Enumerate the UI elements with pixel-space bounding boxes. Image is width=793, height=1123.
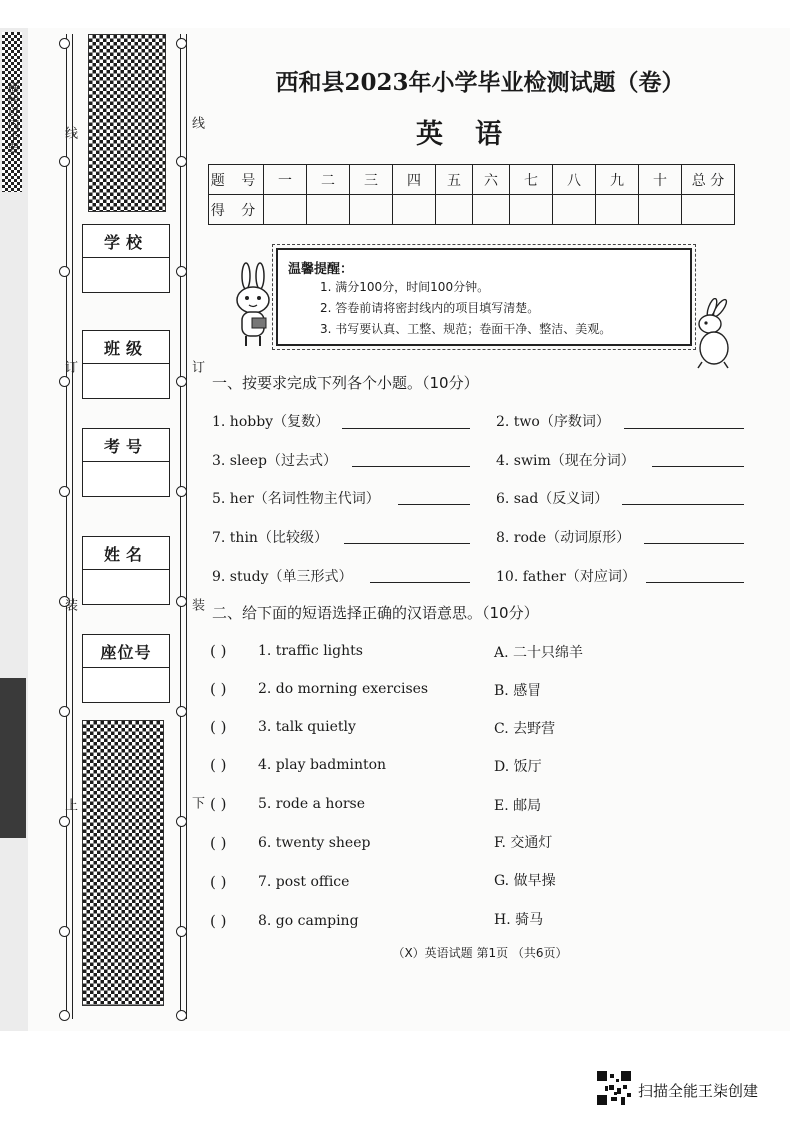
score-cell: 十: [639, 165, 682, 195]
s2-answer-paren-4[interactable]: ( ): [210, 756, 227, 774]
binding-hole-icon: [59, 486, 70, 497]
seal-checker-bottom: [82, 720, 164, 1006]
binding-hole-icon: [59, 376, 70, 387]
binding-label-xia-right: 下: [189, 796, 204, 809]
score-cell: 六: [473, 165, 510, 195]
qr-module: [609, 1085, 614, 1090]
s1-question-8: 8. rode（动词原形）: [496, 530, 631, 546]
score-cell: 三: [350, 165, 393, 195]
s2-phrase-5: 5. rode a horse: [258, 796, 366, 812]
score-input-cell[interactable]: [596, 195, 639, 225]
binding-hole-icon: [59, 706, 70, 717]
s2-answer-paren-2[interactable]: ( ): [210, 680, 227, 698]
score-input-cell[interactable]: [307, 195, 350, 225]
score-input-cell[interactable]: [510, 195, 553, 225]
school-field[interactable]: [82, 224, 170, 293]
score-header-row: [209, 165, 735, 195]
section1-title: 一、按要求完成下列各个小题。（10分）: [212, 374, 479, 392]
section2-title: 二、给下面的短语选择正确的汉语意思。（10分）: [212, 604, 539, 622]
qr-module: [616, 1079, 619, 1082]
binding-label-zhuang-right: 装: [189, 598, 204, 611]
qr-module: [597, 1071, 607, 1081]
s1-answer-blank-4[interactable]: [652, 466, 744, 467]
binding-line-right: [180, 34, 181, 1019]
qr-code-icon: [597, 1071, 631, 1105]
s1-answer-blank-3[interactable]: [352, 466, 470, 467]
qr-module: [597, 1095, 607, 1105]
qr-module: [611, 1097, 617, 1101]
s1-question-9: 9. study（单三形式）: [212, 569, 353, 585]
s2-phrase-3: 3. talk quietly: [258, 719, 356, 735]
score-input-cell[interactable]: [473, 195, 510, 225]
s2-phrase-6: 6. twenty sheep: [258, 835, 371, 851]
binding-label-xian-left: 线: [62, 126, 77, 139]
seal-checker-top: [88, 34, 166, 212]
binding-label-ding-right: 订: [189, 360, 204, 373]
qr-module: [605, 1086, 608, 1091]
s1-answer-blank-10[interactable]: [646, 582, 744, 583]
exam-title: 西和县2023年小学毕业检测试题（卷）: [275, 69, 685, 96]
binding-hole-icon: [176, 816, 187, 827]
edge-dark-band: [0, 678, 26, 838]
class-label: 班级: [83, 331, 169, 364]
s2-option-e: E. 邮局: [494, 798, 542, 814]
score-cell: 二: [307, 165, 350, 195]
score-cell: 七: [510, 165, 553, 195]
s1-question-2: 2. two（序数词）: [496, 414, 610, 430]
subject-title: 英语: [416, 119, 534, 150]
qr-module: [610, 1074, 614, 1078]
binding-hole-icon: [176, 38, 187, 49]
seat-number-label: 座位号: [83, 635, 169, 668]
binding-label-shang-left: 上: [62, 798, 77, 811]
s2-phrase-7: 7. post office: [258, 874, 350, 890]
score-cell: 一: [264, 165, 307, 195]
score-row-label: 得 分: [209, 195, 264, 225]
s1-answer-blank-6[interactable]: [622, 504, 744, 505]
qr-module: [623, 1085, 627, 1089]
binding-hole-icon: [59, 266, 70, 277]
binding-hole-icon: [176, 156, 187, 167]
s1-question-5: 5. her（名词性物主代词）: [212, 491, 380, 507]
s2-answer-paren-8[interactable]: ( ): [210, 912, 227, 930]
name-field[interactable]: [82, 536, 170, 605]
score-input-cell[interactable]: [682, 195, 735, 225]
score-cell: 五: [436, 165, 473, 195]
name-label: 姓名: [83, 537, 169, 570]
s2-option-a: A. 二十只绵羊: [494, 645, 584, 661]
binding-hole-icon: [59, 1010, 70, 1021]
qr-module: [627, 1093, 631, 1097]
score-input-cell[interactable]: [264, 195, 307, 225]
s2-option-f: F. 交通灯: [494, 835, 553, 851]
score-cell: 题 号: [209, 165, 264, 195]
binding-hole-icon: [176, 1010, 187, 1021]
s2-option-g: G. 做早操: [494, 873, 556, 889]
s2-option-c: C. 去野营: [494, 721, 556, 737]
s2-option-h: H. 骑马: [494, 912, 544, 928]
binding-hole-icon: [176, 266, 187, 277]
qr-module: [617, 1088, 621, 1094]
score-table: [208, 164, 735, 225]
s1-question-6: 6. sad（反义词）: [496, 491, 609, 507]
s2-phrase-4: 4. play badminton: [258, 757, 387, 773]
s2-answer-paren-5[interactable]: ( ): [210, 795, 227, 813]
scanner-watermark: 扫描全能王柒创建: [638, 1082, 759, 1100]
s1-question-3: 3. sleep（过去式）: [212, 453, 338, 469]
binding-label-xian-right: 线: [189, 116, 204, 129]
s2-answer-paren-1[interactable]: ( ): [210, 642, 227, 660]
score-value-row: [209, 195, 735, 225]
binding-label-zhuang-left: 装: [62, 598, 77, 611]
score-input-cell[interactable]: [639, 195, 682, 225]
s1-answer-blank-2[interactable]: [624, 428, 744, 429]
binding-label-ding-left: 订: [62, 360, 77, 373]
qr-module: [614, 1092, 617, 1095]
binding-hole-icon: [176, 376, 187, 387]
s1-question-10: 10. father（对应词）: [496, 569, 636, 585]
s2-option-b: B. 感冒: [494, 683, 542, 699]
s2-phrase-1: 1. traffic lights: [258, 643, 363, 659]
s1-answer-blank-7[interactable]: [344, 543, 470, 544]
score-input-cell[interactable]: [553, 195, 596, 225]
score-input-cell[interactable]: [393, 195, 436, 225]
reminder-box: [276, 248, 692, 346]
binding-hole-icon: [176, 926, 187, 937]
s2-answer-paren-6[interactable]: ( ): [210, 834, 227, 852]
reminder-title: 温馨提醒：: [288, 262, 354, 277]
binding-hole-icon: [59, 816, 70, 827]
s1-question-4: 4. swim（现在分词）: [496, 453, 635, 469]
s1-answer-blank-9[interactable]: [370, 582, 470, 583]
binding-hole-icon: [176, 596, 187, 607]
score-cell: 九: [596, 165, 639, 195]
score-cell: 总 分: [682, 165, 735, 195]
rabbit-right-icon: [690, 298, 734, 370]
reminder-item: 3. 书写要认真、工整、规范；卷面干净、整洁、美观。: [320, 322, 612, 336]
binding-hole-icon: [59, 38, 70, 49]
binding-line-left-inner: [72, 34, 73, 1019]
binding-line-left: [66, 34, 67, 1019]
page-footer: （X）英语试题 第1页 （共6页）: [392, 946, 568, 960]
exam-number-label: 考号: [83, 429, 169, 462]
binding-hole-icon: [176, 706, 187, 717]
score-cell: 八: [553, 165, 596, 195]
binding-line-right-inner: [186, 34, 187, 1019]
binding-hole-icon: [176, 486, 187, 497]
s1-question-7: 7. thin（比较级）: [212, 530, 328, 546]
reminder-item: 1. 满分100分，时间100分钟。: [320, 280, 490, 294]
s2-option-d: D. 饭厅: [494, 759, 542, 775]
binding-hole-icon: [59, 926, 70, 937]
s1-answer-blank-1[interactable]: [342, 428, 470, 429]
s1-answer-blank-8[interactable]: [644, 543, 744, 544]
binding-hole-icon: [59, 156, 70, 167]
score-input-cell[interactable]: [436, 195, 473, 225]
rabbit-left-icon: [230, 262, 276, 350]
s2-answer-paren-7[interactable]: ( ): [210, 873, 227, 891]
seat-number-field[interactable]: [82, 634, 170, 703]
edge-text: 横线以内不要: [6, 82, 20, 154]
left-page-edge: [0, 28, 28, 1031]
s1-answer-blank-5[interactable]: [398, 504, 470, 505]
qr-module: [621, 1097, 625, 1105]
s2-answer-paren-3[interactable]: ( ): [210, 718, 227, 736]
qr-module: [621, 1071, 631, 1081]
class-field[interactable]: [82, 330, 170, 399]
s1-question-1: 1. hobby（复数）: [212, 414, 330, 430]
score-cell: 四: [393, 165, 436, 195]
s2-phrase-2: 2. do morning exercises: [258, 681, 429, 697]
school-label: 学校: [83, 225, 169, 258]
s2-phrase-8: 8. go camping: [258, 913, 359, 929]
exam-number-field[interactable]: [82, 428, 170, 497]
reminder-item: 2. 答卷前请将密封线内的项目填写清楚。: [320, 301, 540, 315]
score-input-cell[interactable]: [350, 195, 393, 225]
